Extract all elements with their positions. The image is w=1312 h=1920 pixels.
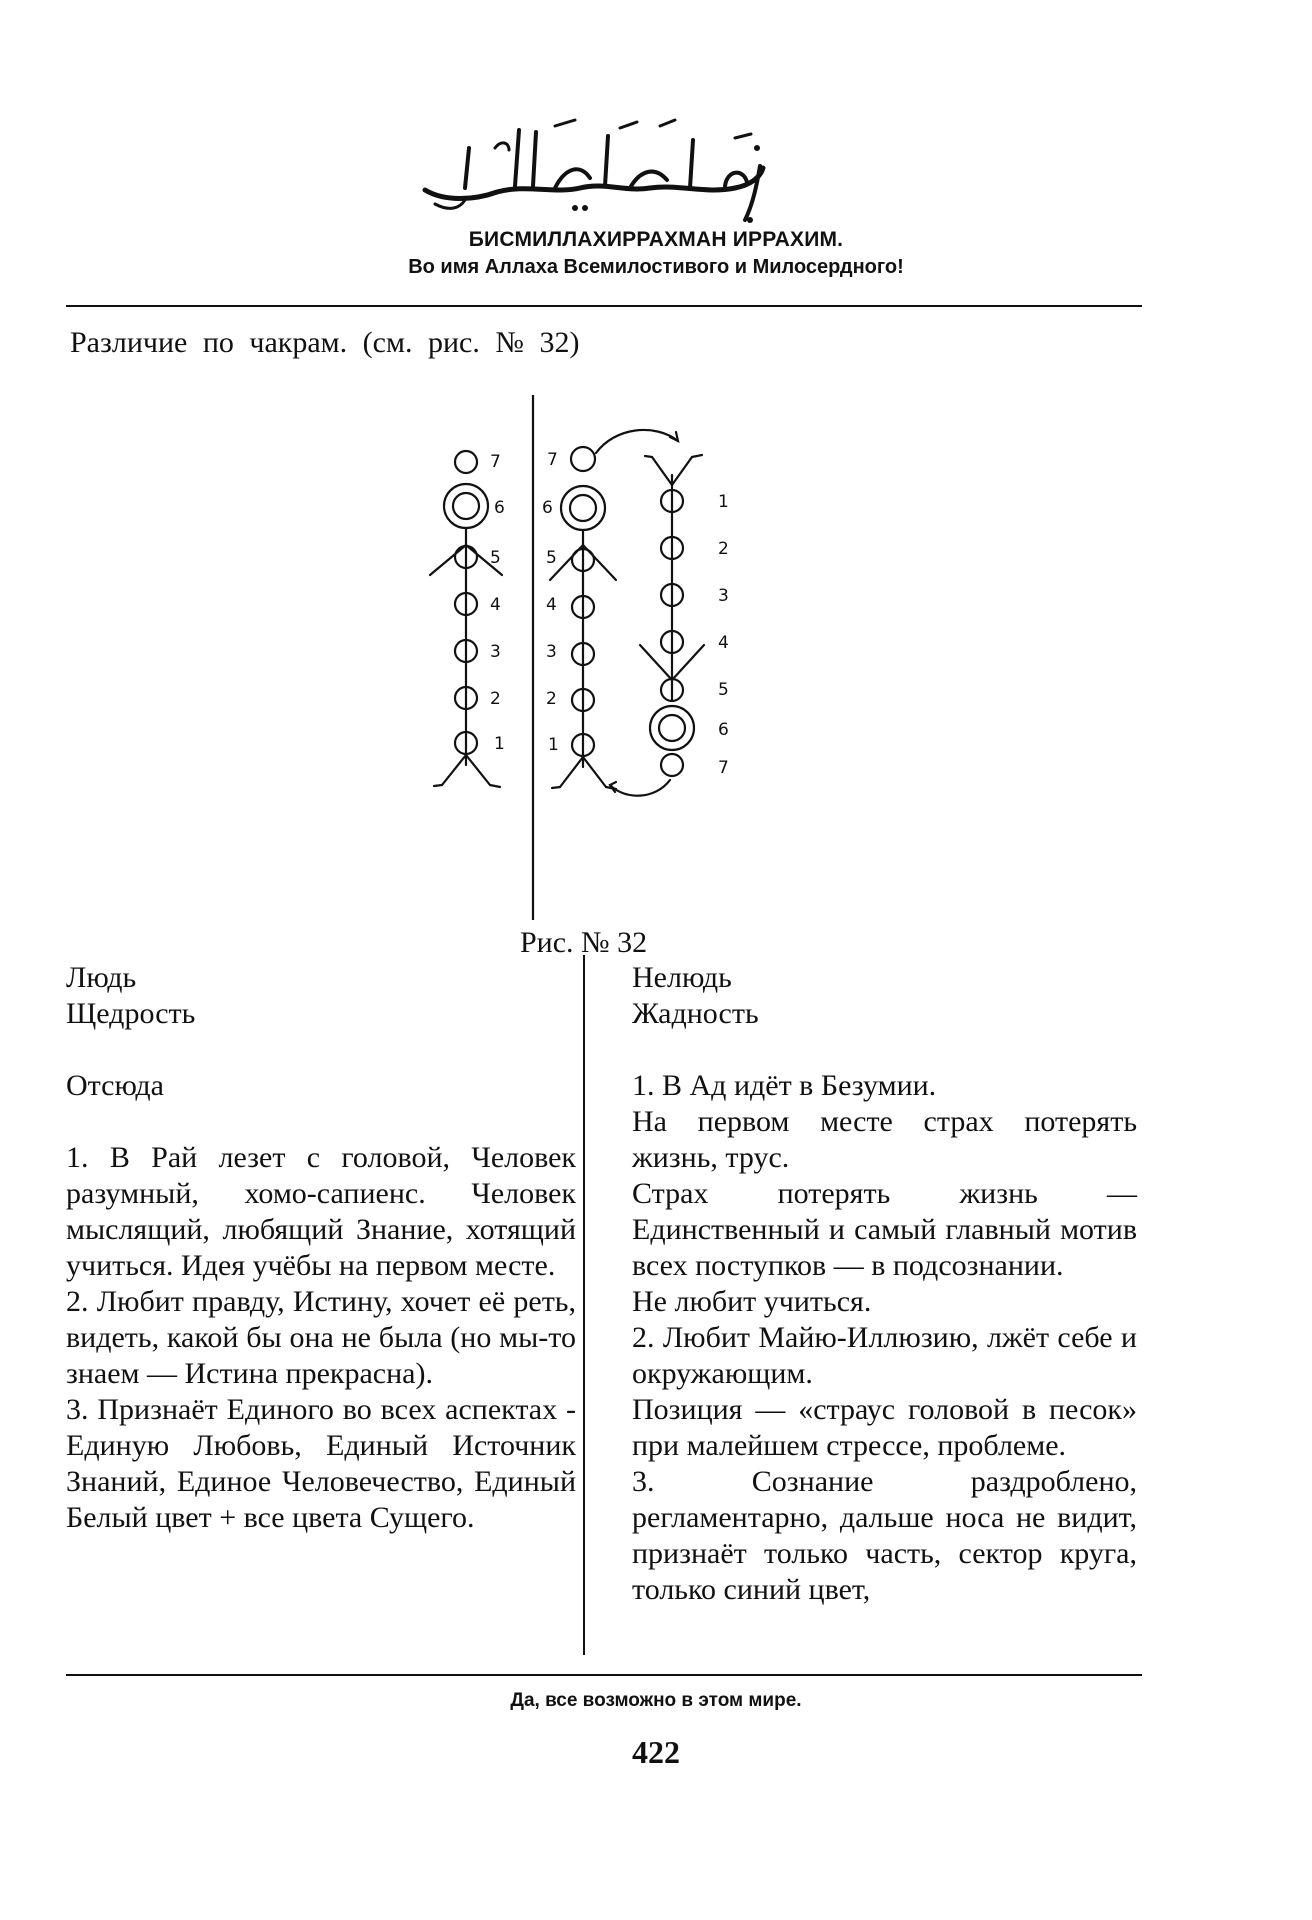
right-paragraph-1: 1. В Ад идёт в Безумии. [632, 1069, 937, 1102]
right-paragraph-4: Не любит учиться. [632, 1285, 872, 1318]
mid-num-4: 4 [546, 595, 557, 615]
left-num-5: 5 [490, 548, 501, 568]
left-heading-2: Щедрость [66, 997, 196, 1030]
middle-figure [550, 447, 616, 789]
mid-num-5: 5 [546, 548, 557, 568]
chakra-diagram [420, 395, 840, 920]
right-paragraph-7: 3. Сознание раздроблено, регламентарно, дальше носа не видит, признаёт только часть, сектор круга, только синий цвет, [632, 1465, 1137, 1606]
right-num-2: 2 [718, 539, 729, 559]
left-paragraph-2: 2. Любит правду, Истину, хочет её реть, видеть, какой бы она не была (но мы-то знаем — Истина прекрасна). [66, 1285, 576, 1390]
right-num-6: 6 [718, 720, 729, 740]
left-paragraph-3: 3. Признаёт Единого во всех аспектах - Единую Любовь, Единый Источник Знаний, Единое Человечество, Единый Белый цвет + все цвета Сущего. [66, 1393, 576, 1534]
bottom-divider [66, 1674, 1142, 1676]
mid-num-2: 2 [546, 689, 557, 709]
footer-note: Да, все возможно в этом мире. [510, 1690, 802, 1711]
right-num-5: 5 [718, 680, 729, 700]
figure-caption: Рис. № 32 [520, 926, 648, 959]
left-paragraph-1: 1. В Рай лезет с головой, Человек разумный, хомо-сапиенс. Человек мыслящий, любящий Знание, хотящий учиться. Идея учёбы на первом месте. [66, 1141, 576, 1282]
left-num-2: 2 [490, 689, 501, 709]
bismillah-calligraphy [405, 108, 785, 228]
right-num-7: 7 [718, 758, 729, 778]
right-heading-2: Жадность [632, 997, 759, 1030]
right-paragraph-3: Страх потерять жизнь — Единственный и самый главный мотив всех поступков — в подсознании. [632, 1177, 1137, 1282]
right-paragraph-5: 2. Любит Майю-Иллюзию, лжёт себе и окружающим. [632, 1321, 1137, 1390]
left-num-4: 4 [490, 595, 501, 615]
top-curved-arrow [596, 430, 678, 453]
column-divider [583, 955, 585, 1655]
left-column [66, 960, 576, 1536]
left-num-7: 7 [490, 452, 501, 472]
right-paragraph-2: На первом месте страх потерять жизнь, трус. [632, 1105, 1137, 1174]
left-heading-1: Людь [66, 961, 137, 994]
header-line-2: Во имя Аллаха Всемилостивого и Милосердного! [408, 256, 904, 278]
left-figure [430, 451, 502, 787]
right-figure [640, 455, 704, 776]
top-divider [66, 305, 1142, 307]
right-num-3: 3 [718, 586, 729, 606]
right-heading-1: Нелюдь [632, 961, 732, 994]
left-num-3: 3 [490, 642, 501, 662]
right-paragraph-6: Позиция — «страус головой в песок» при малейшем стрессе, проблеме. [632, 1393, 1137, 1462]
left-num-6: 6 [494, 498, 505, 518]
mid-num-6: 6 [542, 498, 553, 518]
left-num-1: 1 [494, 734, 505, 754]
bottom-curved-arrow [610, 780, 670, 796]
mid-num-7: 7 [547, 450, 558, 470]
right-num-4: 4 [718, 633, 729, 653]
page-number: 422 [632, 1734, 680, 1770]
mid-num-3: 3 [546, 642, 557, 662]
header-line-1: БИСМИЛЛАХИРРАХМАН ИРРАХИМ. [468, 228, 844, 251]
right-column [632, 960, 1137, 1608]
right-num-1: 1 [718, 492, 729, 512]
section-subtitle: Различие по чакрам. (см. рис. № 32) [70, 326, 580, 359]
left-intro: Отсюда [66, 1069, 164, 1102]
mid-num-1: 1 [548, 735, 559, 755]
